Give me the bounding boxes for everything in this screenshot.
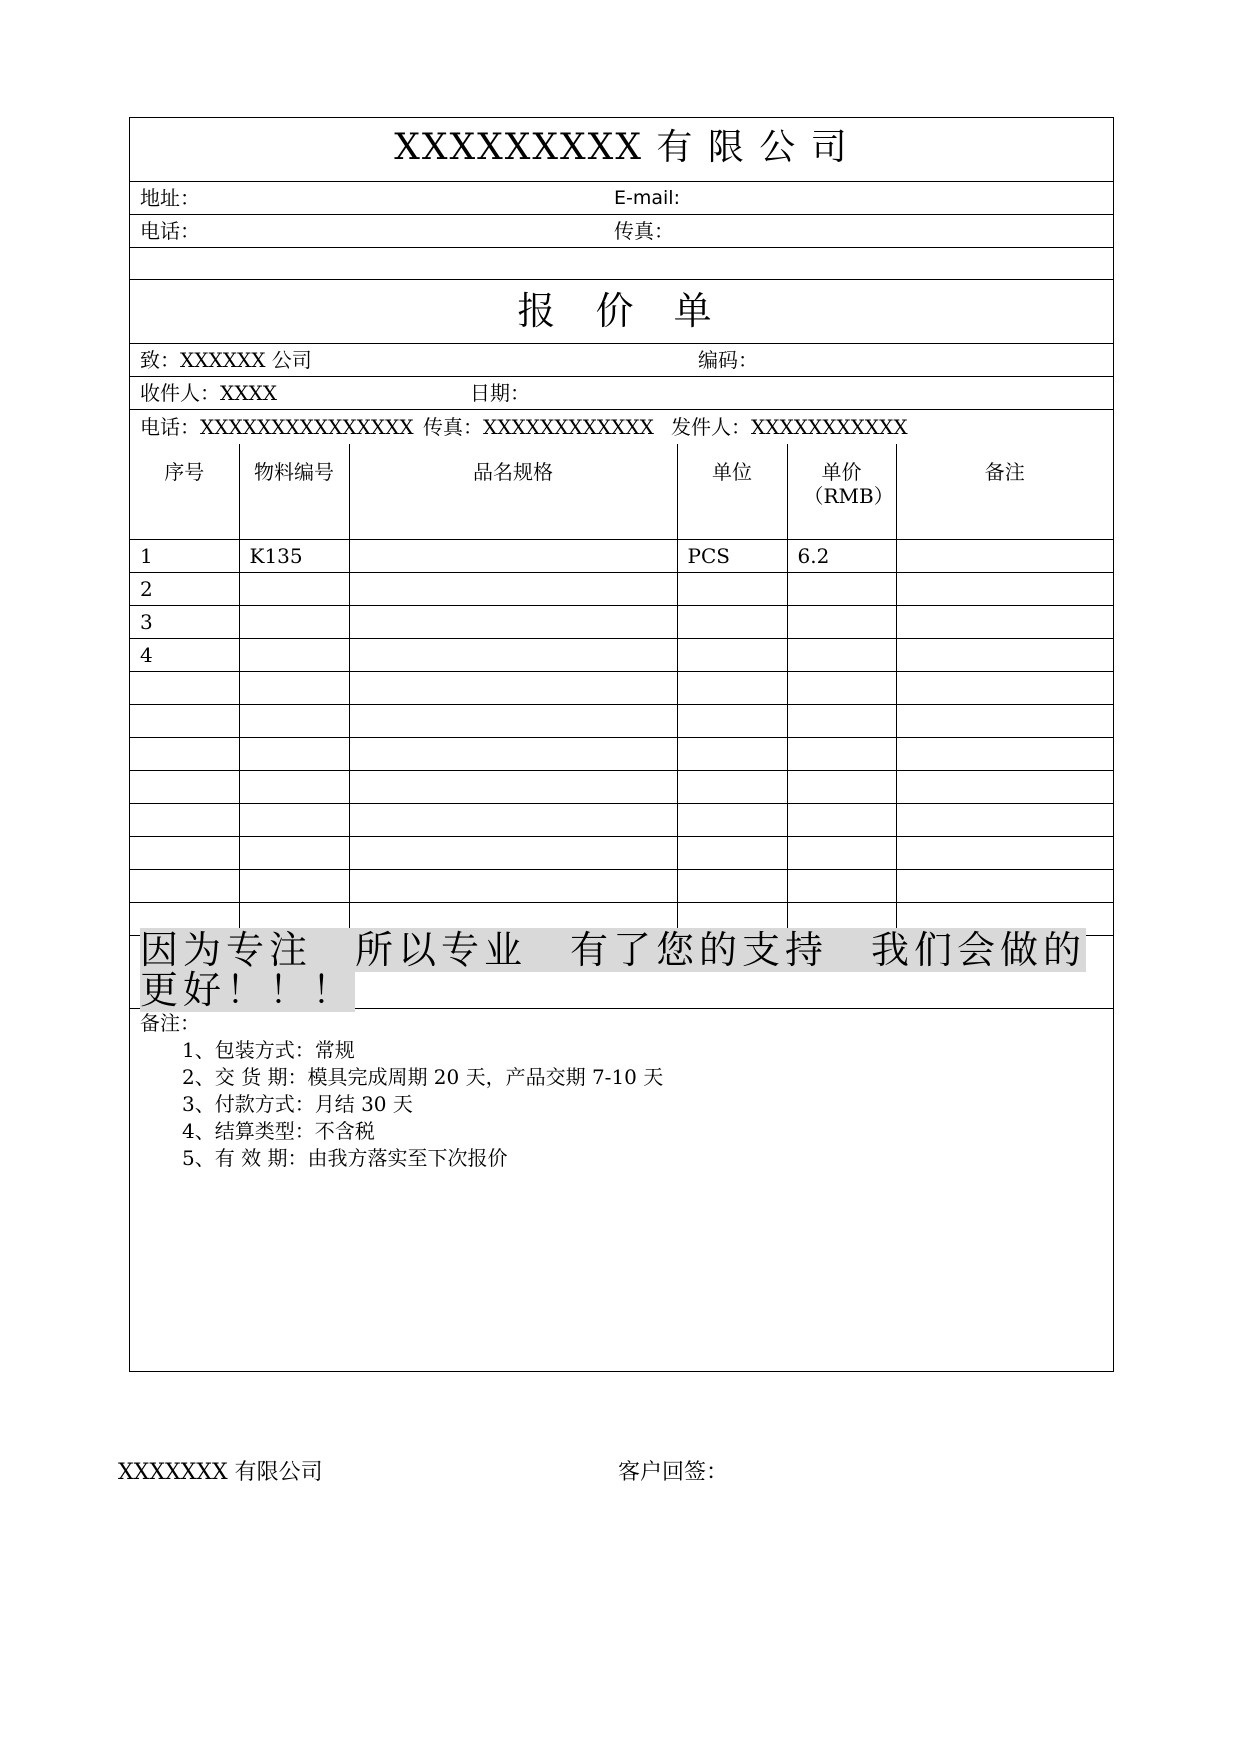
cell-index: 2 [130,572,239,605]
notes-title: 备注： [140,1011,200,1035]
company-title-row [130,118,1113,182]
note-delivery: 2、交 货 期：模具完成周期 20 天，产品交期 7-10 天 [182,1065,664,1089]
cell-index [130,770,239,803]
col-header-unit-price: 单价（RMB） [787,444,896,539]
cell-index [130,836,239,869]
cell-remarks [896,638,1113,671]
cell-remarks [896,572,1113,605]
cell-unit [677,836,787,869]
slogan-text: 因为专注 所以专业 有了您的支持 我们会做的更好！！！ [140,928,1087,1012]
blank-row [130,248,1113,280]
cell-unit: PCS [677,539,787,572]
cell-material-no: K135 [239,539,349,572]
cell-index: 1 [130,539,239,572]
footer-company: XXXXXXX 有限公司 [118,1460,323,1485]
recipient-field: 收件人：XXXX [140,381,277,405]
cell-product-spec [349,737,677,770]
cell-unit [677,803,787,836]
cell-index [130,737,239,770]
note-validity: 5、有 效 期：由我方落实至下次报价 [182,1146,508,1170]
cell-material-no [239,869,349,902]
table-row [130,869,1113,902]
cell-remarks [896,704,1113,737]
slogan-row [130,922,1113,1012]
cell-unit [677,869,787,902]
table-row [130,605,1113,638]
cell-material-no [239,737,349,770]
col-header-unit: 单位 [677,444,787,539]
quotation-sheet [129,117,1114,1372]
table-row [130,836,1113,869]
cell-index [130,869,239,902]
cell-material-no [239,836,349,869]
contact-fax: 传真：XXXXXXXXXXXX [423,415,654,439]
cell-unit-price: 6.2 [787,539,896,572]
cell-unit-price [787,836,896,869]
cell-unit-price [787,671,896,704]
doc-title-row [130,280,1113,344]
cell-unit-price [787,770,896,803]
cell-index [130,671,239,704]
table-header-row [130,444,1113,539]
cell-index [130,704,239,737]
cell-product-spec [349,803,677,836]
cell-material-no [239,704,349,737]
phone-label: 电话： [140,219,200,243]
cell-remarks [896,671,1113,704]
cell-product-spec [349,869,677,902]
note-payment: 3、付款方式：月结 30 天 [182,1092,413,1116]
cell-remarks [896,836,1113,869]
cell-remarks [896,605,1113,638]
items-table [130,444,1113,936]
cell-index: 4 [130,638,239,671]
table-row [130,539,1113,572]
address-row [130,182,1113,215]
col-header-material-no: 物料编号 [239,444,349,539]
footer-customer-sign: 客户回签： [618,1460,729,1485]
table-row [130,704,1113,737]
cell-material-no [239,770,349,803]
code-label: 编码： [698,348,758,372]
contact-row [130,410,1113,444]
table-row [130,803,1113,836]
cell-unit [677,605,787,638]
col-header-product-spec: 品名规格 [349,444,677,539]
email-label: E-mail: [614,187,680,209]
address-label: 地址： [140,186,200,210]
cell-product-spec [349,836,677,869]
cell-product-spec [349,539,677,572]
cell-material-no [239,605,349,638]
doc-title: 报 价 单 [517,289,726,333]
date-label: 日期： [470,381,530,405]
cell-material-no [239,572,349,605]
table-row [130,737,1113,770]
cell-product-spec [349,770,677,803]
cell-unit [677,770,787,803]
table-row [130,671,1113,704]
cell-unit [677,704,787,737]
cell-product-spec [349,704,677,737]
cell-material-no [239,803,349,836]
note-tax: 4、结算类型：不含税 [182,1119,375,1143]
cell-unit [677,671,787,704]
to-row [130,344,1113,377]
cell-product-spec [349,638,677,671]
table-row [130,572,1113,605]
col-header-remarks: 备注 [896,444,1113,539]
table-body [130,539,1113,935]
cell-unit-price [787,803,896,836]
cell-remarks [896,737,1113,770]
table-row [130,638,1113,671]
cell-product-spec [349,572,677,605]
phone-row [130,215,1113,248]
col-header-index: 序号 [130,444,239,539]
cell-material-no [239,638,349,671]
cell-unit [677,737,787,770]
to-field: 致：XXXXXX 公司 [140,348,312,372]
cell-remarks [896,869,1113,902]
cell-unit-price [787,704,896,737]
recipient-row [130,377,1113,410]
cell-unit-price [787,572,896,605]
cell-material-no [239,671,349,704]
contact-sender: 发件人：XXXXXXXXXXX [671,415,908,439]
cell-unit-price [787,737,896,770]
cell-unit [677,638,787,671]
cell-product-spec [349,671,677,704]
cell-remarks [896,539,1113,572]
cell-unit-price [787,638,896,671]
fax-label: 传真： [614,219,674,243]
cell-unit [677,572,787,605]
cell-product-spec [349,605,677,638]
cell-index [130,803,239,836]
cell-remarks [896,803,1113,836]
cell-unit-price [787,605,896,638]
cell-remarks [896,770,1113,803]
note-packaging: 1、包装方式：常规 [182,1038,355,1062]
company-title: XXXXXXXXX 有 限 公 司 [394,127,849,168]
cell-index: 3 [130,605,239,638]
cell-unit-price [787,869,896,902]
notes-section [130,1010,1113,1172]
table-row [130,770,1113,803]
contact-phone: 电话：XXXXXXXXXXXXXXX [140,415,414,439]
